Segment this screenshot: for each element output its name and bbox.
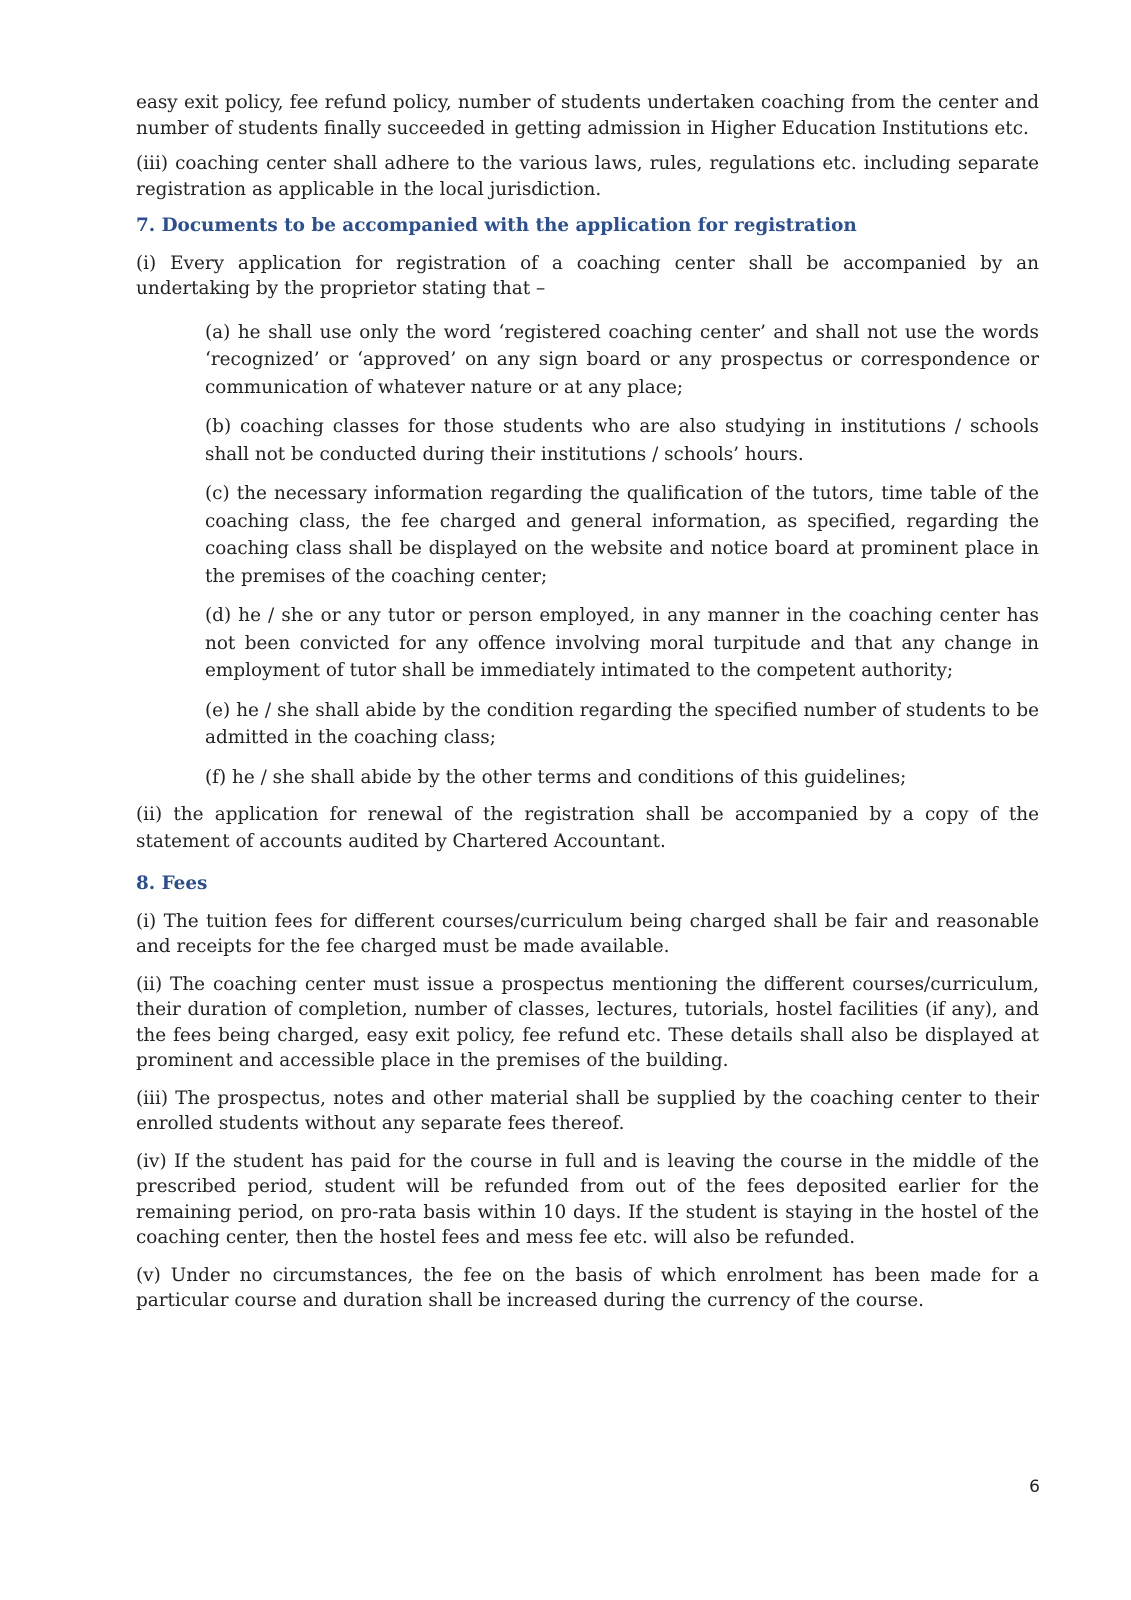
undertaking-item-a: (a) he shall use only the word ‘registered coaching center’ and shall not use the words ‘recognized’ or ‘approved’ on any sign board or any prospectus or correspondence or communication of whatever nature or at any place; [205, 321, 1039, 398]
renewal-paragraph: (ii) the application for renewal of the registration shall be accompanied by a copy of the statement of accounts audited by Chartered Accountant. [136, 804, 1039, 852]
section-7-intro: (i) Every application for registration of a coaching center shall be accompanied by an undertaking by the proprietor stating that – [136, 252, 1039, 299]
undertaking-item-c: (c) the necessary information regarding the qualification of the tutors, time table of the coaching class, the fee charged and general information, as specified, regarding the coaching class shall be displayed on the website and notice board at prominent place in the premises of the coaching center; [205, 483, 1039, 587]
fees-item-ii: (ii) The coaching center must issue a prospectus mentioning the different courses/curriculum, their duration of completion, number of classes, lectures, tutorials, hostel facilities (if any), and the fees being charged, easy exit policy, fee refund etc. These details shall also be displayed at prominent and accessible place in the premises of the building. [136, 973, 1039, 1071]
page-number: 6 [1029, 1477, 1040, 1497]
undertaking-item-d: (d) he / she or any tutor or person employed, in any manner in the coaching center has not been convicted for any offence involving moral turpitude and that any change in employment of tutor shall be immediately intimated to the competent authority; [205, 605, 1039, 681]
continuation-paragraph: easy exit policy, fee refund policy, number of students undertaken coaching from the center and number of students finally succeeded in getting admission in Higher Education Institutions etc. [136, 92, 1039, 139]
fees-item-iv: (iv) If the student has paid for the course in full and is leaving the course in the middle of the prescribed period, student will be refunded from out of the fees deposited earlier for the remaining period, on pro-rata basis within 10 days. If the student is staying in the hostel of the coaching center, then the hostel fees and mess fee etc. will also be refunded. [136, 1150, 1039, 1248]
section-7-heading: 7. Documents to be accompanied with the application for registration [136, 215, 857, 236]
fees-item-i: (i) The tuition fees for different courses/curriculum being charged shall be fair and reasonable and receipts for the fee charged must be made available. [136, 910, 1039, 957]
section-8-heading: 8. Fees [136, 873, 208, 894]
undertaking-item-e: (e) he / she shall abide by the condition regarding the specified number of students to be admitted in the coaching class; [205, 699, 1039, 748]
clause-iii-paragraph: (iii) coaching center shall adhere to the various laws, rules, regulations etc. including separate registration as applicable in the local jurisdiction. [136, 153, 1039, 200]
fees-item-v: (v) Under no circumstances, the fee on the basis of which enrolment has been made for a particular course and duration shall be increased during the currency of the course. [136, 1264, 1039, 1311]
undertaking-item-b: (b) coaching classes for those students who are also studying in institutions / schools shall not be conducted during their institutions / schools’ hours. [205, 416, 1039, 465]
undertaking-item-f: (f) he / she shall abide by the other terms and conditions of this guidelines; [205, 766, 907, 788]
document-page [136, 90, 1039, 1314]
fees-item-iii: (iii) The prospectus, notes and other material shall be supplied by the coaching center to their enrolled students without any separate fees thereof. [136, 1087, 1039, 1134]
